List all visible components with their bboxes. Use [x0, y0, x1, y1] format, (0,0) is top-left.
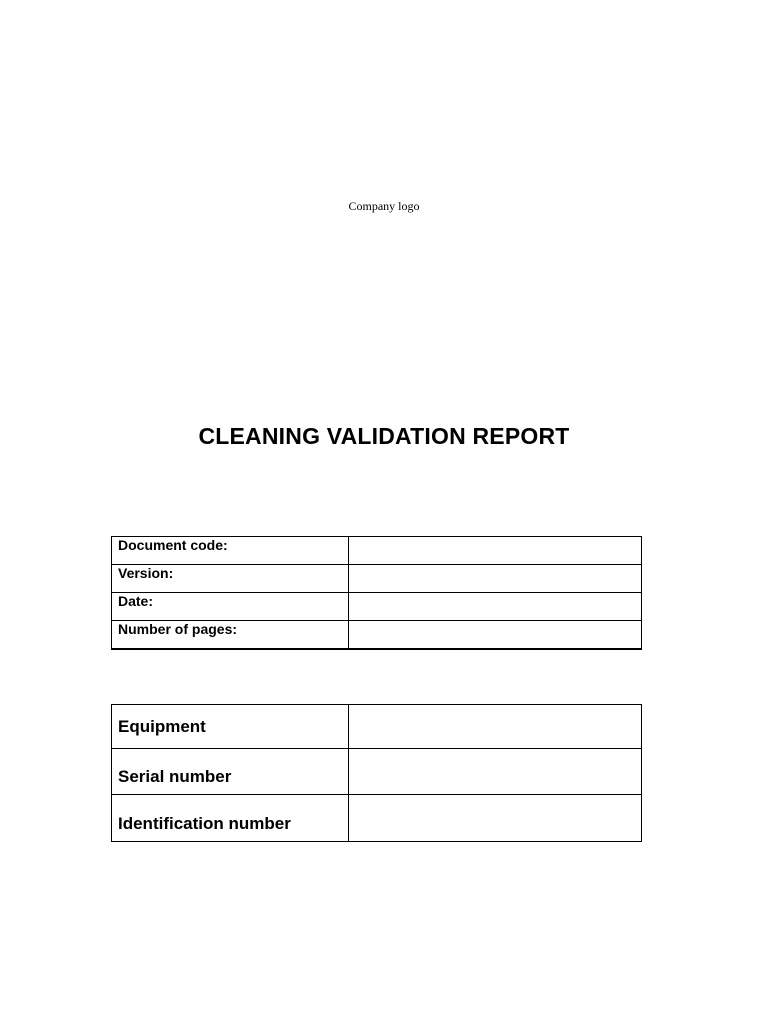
date-label: Date:: [112, 593, 349, 621]
date-value[interactable]: [349, 593, 642, 621]
document-code-label: Document code:: [112, 537, 349, 565]
table-row: [112, 593, 642, 621]
equipment-info-table: [111, 704, 642, 842]
equipment-value[interactable]: [349, 705, 642, 749]
company-logo-placeholder: Company logo: [348, 199, 420, 213]
report-title: CLEANING VALIDATION REPORT: [198, 423, 570, 449]
identification-number-value[interactable]: [349, 795, 642, 842]
table-row: [112, 537, 642, 565]
table-row: [112, 705, 642, 749]
number-of-pages-label: Number of pages:: [112, 621, 349, 650]
document-info-table: [111, 536, 642, 650]
table-row: [112, 749, 642, 795]
document-code-value[interactable]: [349, 537, 642, 565]
identification-number-label: Identification number: [112, 795, 349, 842]
number-of-pages-value[interactable]: [349, 621, 642, 650]
version-value[interactable]: [349, 565, 642, 593]
serial-number-label: Serial number: [112, 749, 349, 795]
version-label: Version:: [112, 565, 349, 593]
equipment-label: Equipment: [112, 705, 349, 749]
table-row: [112, 621, 642, 650]
table-row: [112, 565, 642, 593]
table-row: [112, 795, 642, 842]
serial-number-value[interactable]: [349, 749, 642, 795]
